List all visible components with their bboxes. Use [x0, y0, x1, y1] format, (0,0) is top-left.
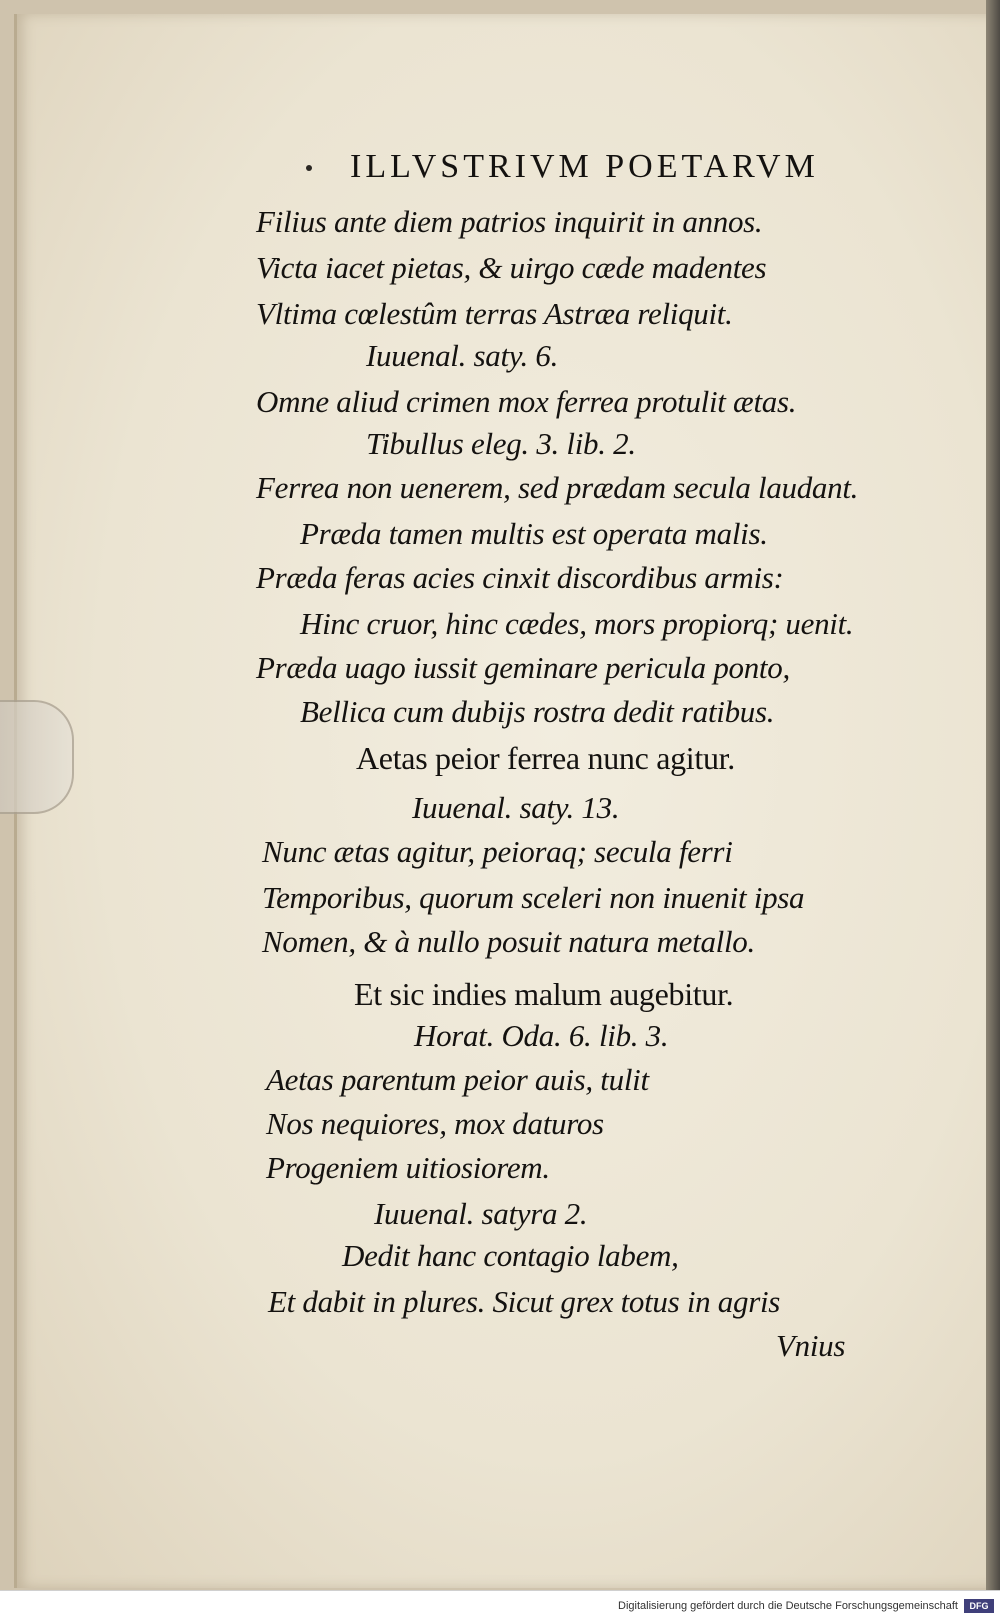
- citation-line: Iuuenal. saty. 6.: [366, 338, 559, 373]
- verse-line: Nunc ætas agitur, peioraq; secula ferri: [262, 834, 733, 869]
- footer-bar: [0, 1590, 1000, 1624]
- verse-line: Ferrea non uenerem, sed prædam secula laudant.: [256, 470, 859, 505]
- verse-line: Et dabit in plures. Sicut grex totus in agris: [268, 1284, 781, 1319]
- section-heading: Aetas peior ferrea nunc agitur.: [356, 740, 735, 776]
- verse-line: Progeniem uitiosiorem.: [266, 1150, 550, 1185]
- running-head-ornament: [306, 165, 312, 171]
- running-head: ILLVSTRIVM POETARVM: [350, 148, 819, 185]
- section-heading: Et sic indies malum augebitur.: [354, 976, 734, 1012]
- citation-line: Horat. Oda. 6. lib. 3.: [414, 1018, 669, 1053]
- verse-line: Dedit hanc contagio labem,: [342, 1238, 679, 1273]
- verse-line: Filius ante diem patrios inquirit in annos.: [256, 204, 763, 239]
- verse-line: Vltima cœlestûm terras Astræa reliquit.: [256, 296, 733, 331]
- funding-credit: Digitalisierung gefördert durch die Deutsche Forschungsgemeinschaft: [618, 1600, 958, 1612]
- verse-line: Bellica cum dubijs rostra dedit ratibus.: [300, 694, 775, 729]
- catchword: Vnius: [776, 1328, 846, 1363]
- verse-line: Nomen, & à nullo posuit natura metallo.: [262, 924, 755, 959]
- verse-line: Nos nequiores, mox daturos: [266, 1106, 604, 1141]
- verse-line: Hinc cruor, hinc cædes, mors propiorq; uenit.: [300, 606, 854, 641]
- citation-line: Iuuenal. satyra 2.: [374, 1196, 588, 1231]
- citation-line: Iuuenal. saty. 13.: [412, 790, 620, 825]
- citation-line: Tibullus eleg. 3. lib. 2.: [366, 426, 636, 461]
- verse-line: Aetas parentum peior auis, tulit: [266, 1062, 649, 1097]
- verse-line: Præda tamen multis est operata malis.: [300, 516, 768, 551]
- verse-line: Præda feras acies cinxit discordibus armis:: [256, 560, 784, 595]
- verse-line: Præda uago iussit geminare pericula ponto,: [256, 650, 790, 685]
- verse-line: Omne aliud crimen mox ferrea protulit ætas.: [256, 384, 797, 419]
- verse-line: Victa iacet pietas, & uirgo cæde madentes: [256, 250, 767, 285]
- dfg-logo: DFG: [964, 1599, 994, 1613]
- verse-line: Temporibus, quorum sceleri non inuenit ipsa: [262, 880, 805, 915]
